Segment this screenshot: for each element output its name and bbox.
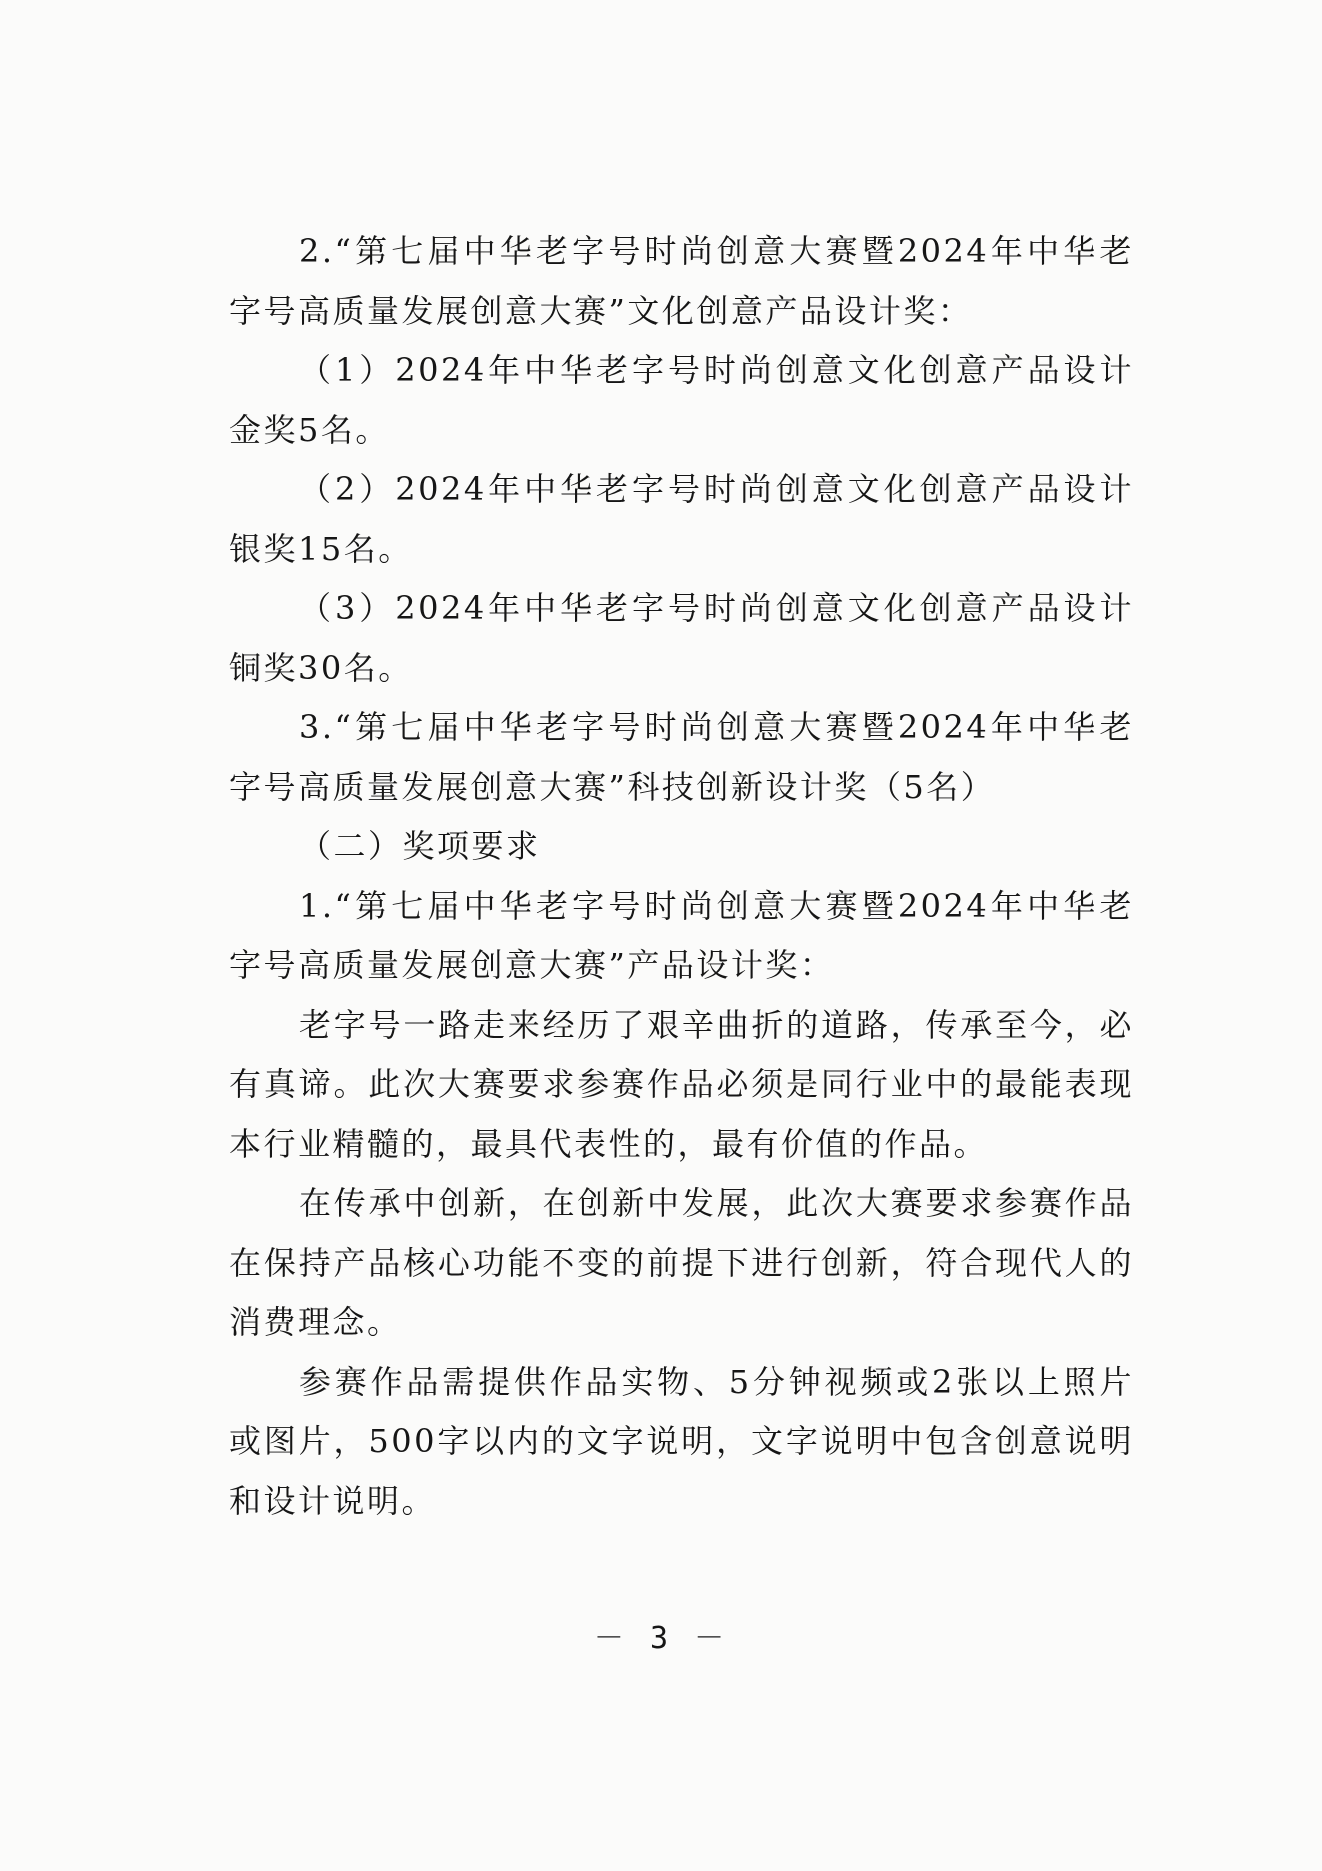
paragraph-award-3: 3.“第七届中华老字号时尚创意大赛暨2024年中华老字号高质量发展创意大赛”科技创新设计奖（5名） <box>229 708 1134 806</box>
paragraph-silver-award: （2）2024年中华老字号时尚创意文化创意产品设计银奖15名。 <box>229 470 1134 568</box>
paragraph-innovation: 在传承中创新，在创新中发展，此次大赛要求参赛作品在保持产品核心功能不变的前提下进行创新，符合现代人的消费理念。 <box>229 1184 1134 1341</box>
body-text <box>229 222 1134 1531</box>
page-number: － 3 － <box>593 1621 729 1656</box>
paragraph-award-2: 2.“第七届中华老字号时尚创意大赛暨2024年中华老字号高质量发展创意大赛”文化创意产品设计奖： <box>229 232 1134 330</box>
section-heading-requirements: （二）奖项要求 <box>299 827 541 865</box>
paragraph-bronze-award: （3）2024年中华老字号时尚创意文化创意产品设计铜奖30名。 <box>229 589 1134 687</box>
paragraph-heritage: 老字号一路走来经历了艰辛曲折的道路，传承至今，必有真谛。此次大赛要求参赛作品必须是同行业中的最能表现本行业精髓的，最具代表性的，最有价值的作品。 <box>229 1005 1134 1163</box>
paragraph-gold-award: （1）2024年中华老字号时尚创意文化创意产品设计金奖5名。 <box>229 351 1134 449</box>
paragraph-submission: 参赛作品需提供作品实物、5分钟视频或2张以上照片或图片，500字以内的文字说明，文字说明中包含创意说明和设计说明。 <box>229 1362 1134 1520</box>
paragraph-requirement-1: 1.“第七届中华老字号时尚创意大赛暨2024年中华老字号高质量发展创意大赛”产品设计奖： <box>229 886 1134 984</box>
